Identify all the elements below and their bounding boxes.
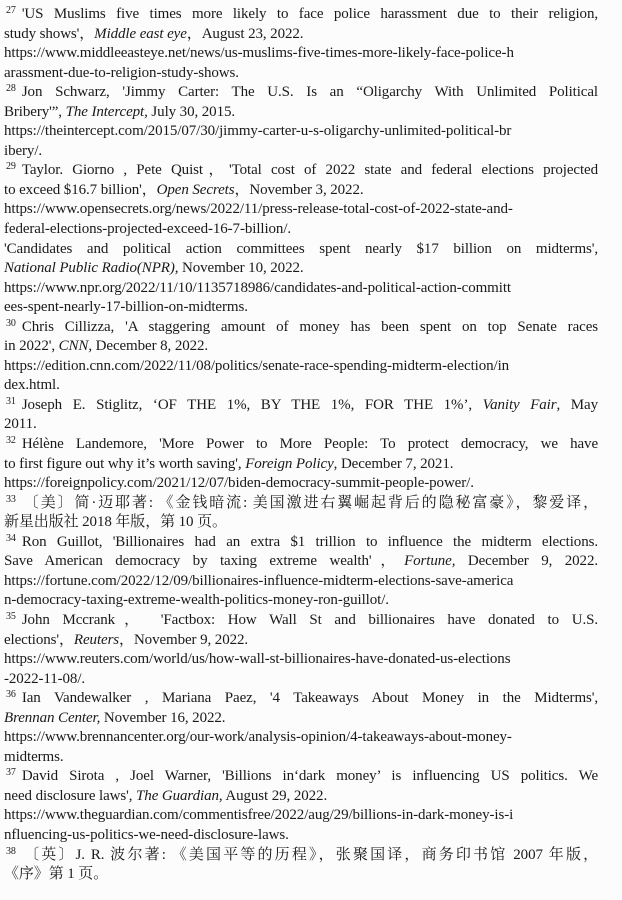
footnote-line [4,689,598,709]
footnote-36 [4,689,598,767]
footnote-marker: 28 [6,83,16,95]
citation-url: nfluencing-us-politics-we-need-disclosure-laws. [4,826,289,843]
footnote-line [4,767,598,787]
footnote-line [4,533,598,553]
footnote-line [4,279,598,299]
publication-name: Middle east eye [94,25,187,42]
citation-text: in 2022', [4,338,59,355]
publication-name: Foreign Policy [245,455,334,472]
citation-text: to exceed $16.7 billion'， [4,181,157,198]
citation-text: David Sirota , Joel Warner, 'Billions in‘dark money’ is influencing US politics. We [21,768,598,785]
footnote-line [4,181,598,201]
publication-name: The Intercept, [65,103,148,120]
citation-text: December 9, 2022. [455,553,598,570]
footnote-marker: 37 [6,767,16,779]
publication-name: National Public Radio(NPR), [4,260,179,277]
citation-text: John Mccrank， 'Factbox: How Wall St and billionaires have donated to U.S. [21,611,598,628]
citation-text: Jon Schwarz, 'Jimmy Carter: The U.S. Is an “Oligarchy With Unlimited Political [21,84,598,101]
publication-name: CNN, [58,338,92,355]
footnote-30 [4,318,598,396]
footnote-line [4,103,598,123]
footnote-38 [4,846,598,885]
citation-text: Ian Vandewalker , Mariana Paez, '4 Takeaways About Money in the Midterms', [21,690,598,707]
citation-text: , December 7, 2021. [333,455,454,472]
citation-text: , May [556,396,599,413]
footnote-line [4,200,598,220]
footnote-line [4,44,598,64]
footnote-line [4,670,598,690]
footnote-37 [4,767,598,845]
citation-url: https://theintercept.com/2015/07/30/jimmy-carter-u-s-oligarchy-unlimited-political-br [4,123,512,140]
footnote-line [4,25,598,45]
citation-url: federal-elections-projected-exceed-16-7-billion/. [4,221,292,238]
citation-text: ，August 23, 2022. [186,25,304,42]
footnote-marker: 30 [6,317,16,329]
citation-url: n-democracy-taxing-extreme-wealth-politics-money-ron-guillot/. [4,592,389,609]
footnote-line [4,161,598,181]
footnote-line [4,806,598,826]
footnote-line [4,474,598,494]
footnote-marker: 34 [6,532,16,544]
footnote-line [4,298,598,318]
footnote-line [4,865,598,885]
footnote-line [4,396,598,416]
footnote-31 [4,396,598,435]
footnote-marker: 35 [6,610,16,622]
citation-url: -2022-11-08/. [4,670,86,687]
footnote-line [4,5,598,25]
footnote-line [4,611,598,631]
citation-text: July 30, 2015. [147,103,236,120]
citation-text: 2011. [4,416,37,433]
footnote-line [4,376,598,396]
publication-name: Fortune, [404,553,456,570]
footnote-line [4,709,598,729]
citation-text: 'Candidates and political action committees spent nearly $17 billion on midterms', [4,240,598,257]
citation-text: to first figure out why it’s worth saving', [4,455,246,472]
citation-url: https://www.reuters.com/world/us/how-wall-st-billionaires-have-donated-us-elections [4,651,511,668]
footnote-line [4,787,598,807]
citation-url: ees-spent-nearly-17-billion-on-midterms. [4,299,248,316]
footnote-35 [4,611,598,689]
footnote-line [4,631,598,651]
footnote-line [4,240,598,260]
publication-name: The Guardian [136,787,219,804]
footnote-line [4,435,598,455]
footnote-34 [4,533,598,611]
footnote-line [4,259,598,279]
footnote-marker: 27 [6,5,16,16]
citation-text: November 10, 2022. [178,260,304,277]
footnote-line [4,591,598,611]
citation-text: elections'， [4,631,74,648]
citation-text: need disclosure laws', [4,787,137,804]
citation-text: , August 29, 2022. [218,787,328,804]
citation-text: 《序》第 1 页。 [4,866,109,883]
citation-text: Save American democracy by taxing extreme wealth'， [4,553,405,570]
citation-text: Joseph E. Stiglitz, ‘OF THE 1%, BY THE 1%, FOR THE 1%’, [21,396,483,413]
footnote-line [4,728,598,748]
citation-url: https://www.opensecrets.org/news/2022/11/press-release-total-cost-of-2022-state-and- [4,201,513,218]
citation-text: ，November 3, 2022. [234,181,364,198]
citation-text: December 8, 2022. [92,338,209,355]
citation-text: 'US Muslims five times more likely to face police harassment due to their religion, [21,6,598,22]
footnote-line [4,415,598,435]
footnote-line [4,64,598,84]
footnote-32 [4,435,598,494]
footnote-line [4,83,598,103]
footnote-line [4,513,598,533]
footnote-33 [4,494,598,533]
citation-url: https://foreignpolicy.com/2021/12/07/biden-democracy-summit-people-power/. [4,475,474,492]
citation-url: https://fortune.com/2022/12/09/billionaires-influence-midterm-elections-save-america [4,572,514,589]
footnote-line [4,455,598,475]
citation-text: Ron Guillot, 'Billionaires had an extra $1 trillion to influence the midterm elections. [21,533,598,550]
footnote-marker: 36 [6,689,16,701]
footnote-line [4,552,598,572]
citation-url: midterms. [4,748,64,765]
footnote-marker: 29 [6,161,16,173]
footnote-line [4,357,598,377]
footnote-line [4,122,598,142]
footnote-line [4,846,598,866]
footnote-marker: 31 [6,395,16,407]
footnote-27 [4,5,598,83]
footnote-line [4,748,598,768]
footnote-marker: 38 [6,845,16,857]
citation-url: arassment-due-to-religion-study-shows. [4,64,239,81]
footnote-line [4,572,598,592]
footnote-line [4,494,598,514]
footnotes-list [4,5,598,885]
citation-text: Chris Cillizza, 'A staggering amount of money has been spent on top Senate races [21,318,598,335]
citation-url: https://www.npr.org/2022/11/10/1135718986/candidates-and-political-action-committ [4,279,511,296]
citation-text: Taylor. Giorno , Pete Quist，'Total cost of 2022 state and federal elections projected [21,162,598,179]
citation-text: ，November 9, 2022. [119,631,249,648]
footnote-line [4,220,598,240]
footnote-28 [4,83,598,161]
citation-text: 新星出版社 2018 年版，第 10 页。 [4,514,227,531]
publication-name: Brennan Center, [4,709,101,726]
footnote-line [4,318,598,338]
citation-text: study shows'， [4,25,95,42]
citation-url: https://edition.cnn.com/2022/11/08/politics/senate-race-spending-midterm-election/in [4,357,510,374]
publication-name: Open Secrets [156,181,235,198]
citation-text: Bribery'”, [4,103,66,120]
citation-url: https://www.middleeasteye.net/news/us-muslims-five-times-more-likely-face-police-h [4,45,514,62]
citation-text: 〔美〕简·迈耶著: 《金钱暗流: 美国激进右翼崛起背后的隐秘富豪》，黎爱译， [21,494,598,511]
footnote-line [4,826,598,846]
citation-text: 〔英〕J. R. 波尔著: 《美国平等的历程》，张聚国译，商务印书馆 2007 年版， [21,846,598,863]
footnote-marker: 32 [6,435,16,447]
citation-url: ibery/. [4,142,43,159]
footnote-marker: 33 [6,493,16,505]
publication-name: Reuters [73,631,120,648]
footnote-line [4,650,598,670]
citation-text: November 16, 2022. [100,709,226,726]
citation-url: https://www.brennancenter.org/our-work/analysis-opinion/4-takeaways-about-money- [4,729,512,746]
citation-url: dex.html. [4,377,60,394]
footnote-29 [4,161,598,317]
publication-name: Vanity Fair [482,396,557,413]
citation-text: Hélène Landemore, 'More Power to More People: To protect democracy, we have [21,436,598,453]
footnote-line [4,337,598,357]
footnote-line [4,142,598,162]
citation-url: https://www.theguardian.com/commentisfree/2022/aug/29/billions-in-dark-money-is-i [4,807,514,824]
